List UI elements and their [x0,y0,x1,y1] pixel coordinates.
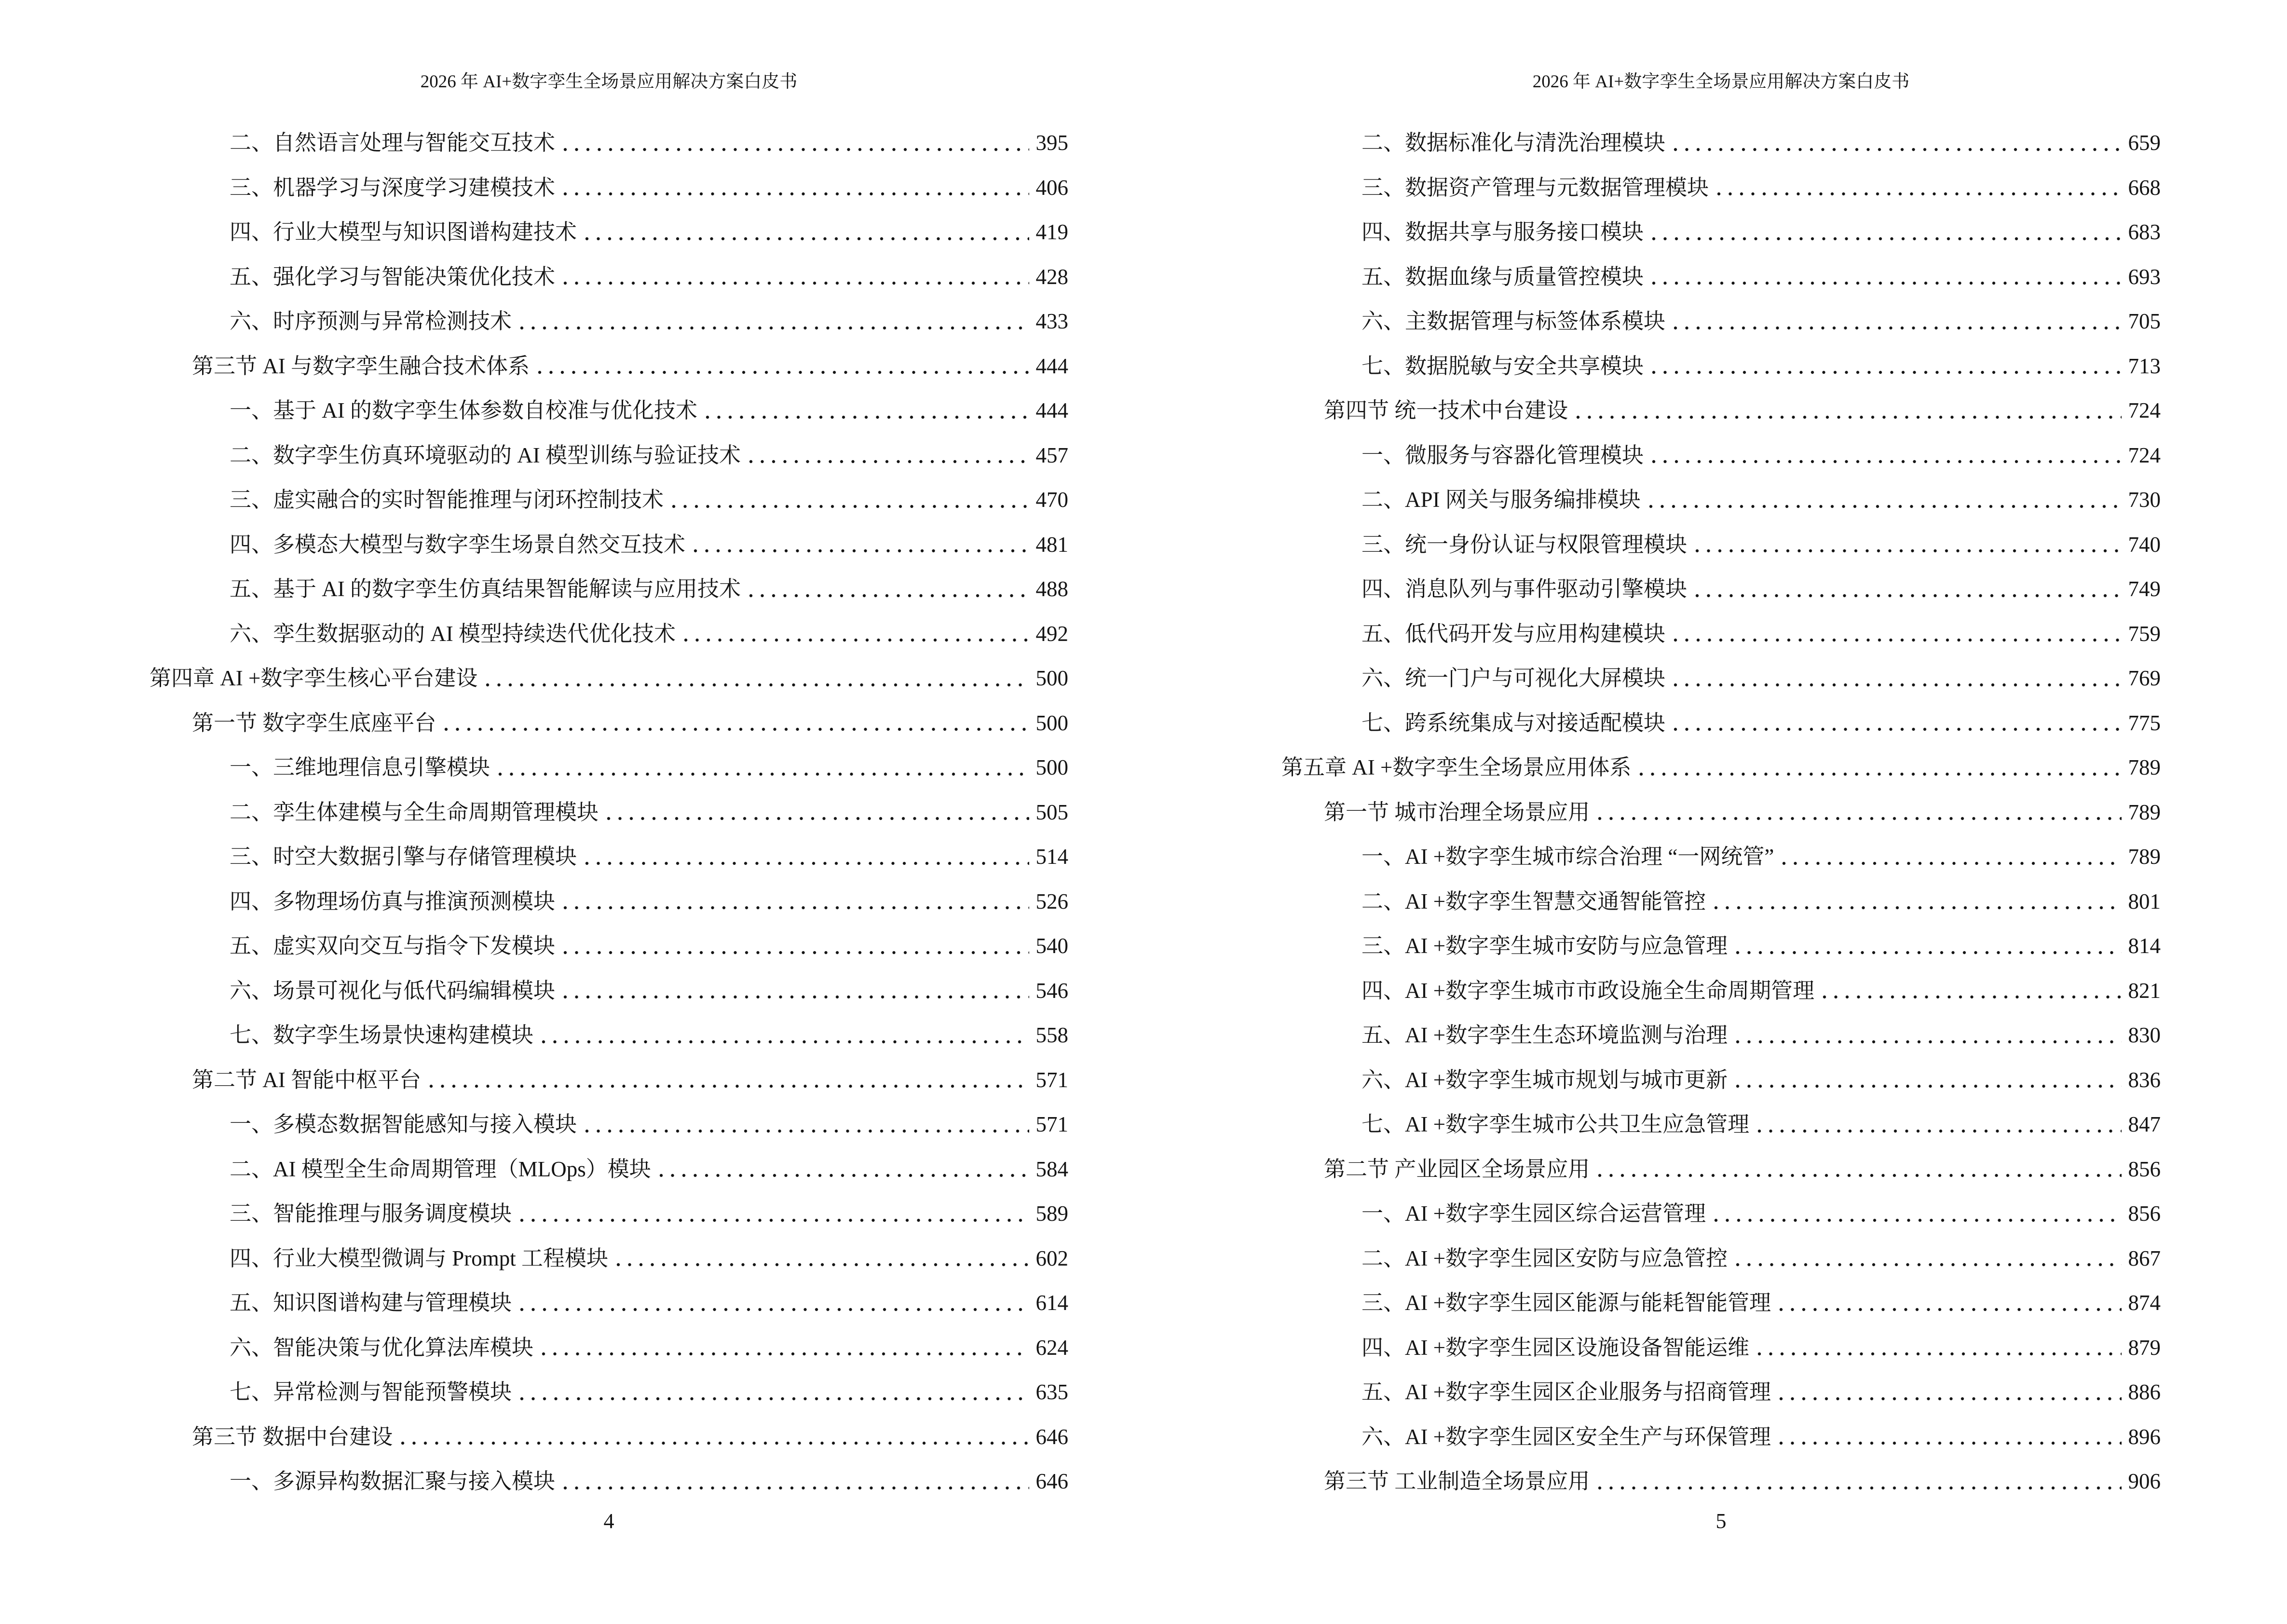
toc-entry [1281,1448,2161,1493]
toc-entry-page: 856 [2128,1201,2161,1226]
toc-entry-label: 二、自然语言处理与智能交互技术 [230,131,556,155]
dot-leader [1716,191,2121,196]
dot-leader [563,191,1029,196]
toc-entry-label: 五、AI +数字孪生园区企业服务与招商管理 [1361,1380,1771,1405]
toc-entry-label: 三、时空大数据引擎与存储管理模块 [230,845,577,869]
toc-entry-page: 646 [1035,1469,1068,1494]
toc-entry-page: 874 [2128,1291,2161,1315]
toc-entry-label: 六、AI +数字孪生园区安全生产与环保管理 [1361,1424,1771,1449]
toc-entry-label: 二、AI +数字孪生智慧交通智能管控 [1361,889,1706,914]
dot-leader [1673,326,2121,330]
toc-entry-page: 830 [2128,1023,2161,1048]
toc-entry-page: 614 [1035,1291,1068,1315]
toc-entry-page: 896 [2128,1424,2161,1449]
toc-entry-page: 500 [1035,755,1068,780]
toc-entry-label: 三、统一身份认证与权限管理模块 [1361,532,1688,557]
toc-entry [1281,1359,2161,1404]
toc-entry [150,378,1068,423]
dot-leader [563,147,1029,152]
toc-entry-page: 789 [2128,800,2161,824]
running-header: 2026 年 AI+数字孪生全场景应用解决方案白皮书 [420,72,798,92]
dot-leader [485,682,1029,687]
dot-leader [705,415,1029,420]
toc-entry [1281,1226,2161,1270]
dot-leader [1779,1396,2121,1401]
toc-entry-page: 540 [1035,934,1068,958]
toc-entry-page: 470 [1035,488,1068,512]
dot-leader [1779,1307,2121,1312]
toc-entry [150,1136,1068,1181]
toc-entry [1281,1404,2161,1449]
toc-entry [1281,333,2161,378]
toc-entry-label: 七、异常检测与智能预警模块 [230,1380,512,1405]
toc-entry-label: 五、虚实双向交互与指令下发模块 [230,934,556,958]
toc-entry-label: 七、数字孪生场景快速构建模块 [230,1023,534,1048]
toc-entry [1281,1136,2161,1181]
toc-entry-label: 三、数据资产管理与元数据管理模块 [1361,175,1709,200]
dot-leader [1782,861,2121,866]
toc-entry [1281,155,2161,200]
toc-entry-page: 514 [1035,845,1068,869]
toc-entry-label: 一、多源异构数据汇聚与接入模块 [230,1469,556,1494]
toc-entry-page: 906 [2128,1469,2161,1494]
toc-entry-label: 四、多物理场仿真与推演预测模块 [230,889,556,914]
toc-entry-page: 740 [2128,532,2161,557]
toc-entry-page: 492 [1035,621,1068,646]
toc-entry [150,288,1068,333]
toc-entry-label: 四、行业大模型与知识图谱构建技术 [230,220,577,245]
dot-leader [563,1486,1029,1490]
toc-entry [1281,244,2161,289]
dot-leader [1673,147,2121,152]
toc-entry-page: 444 [1035,398,1068,423]
toc-entry [1281,1047,2161,1092]
toc-entry [150,1047,1068,1092]
toc-entry-page: 505 [1035,800,1068,824]
toc-entry [150,779,1068,824]
toc-entry-page: 444 [1035,354,1068,378]
toc-entry-label: 五、AI +数字孪生生态环境监测与治理 [1361,1023,1728,1048]
toc-entry-label: 第一节 数字孪生底座平台 [192,710,436,735]
toc-entry-page: 500 [1035,666,1068,691]
dot-leader [498,772,1029,777]
dot-leader [585,861,1029,866]
dot-leader [683,638,1029,642]
toc-entry [150,199,1068,244]
dot-leader [1651,459,2121,464]
toc-entry [1281,199,2161,244]
dot-leader [429,1084,1029,1089]
toc-entry [150,645,1068,690]
dot-leader [519,1307,1029,1312]
toc-entry-label: 一、AI +数字孪生园区综合运营管理 [1361,1201,1706,1226]
toc-entry-label: 六、场景可视化与低代码编辑模块 [230,978,556,1003]
toc-entry-label: 二、数据标准化与清洗治理模块 [1361,131,1666,155]
dot-leader [1735,950,2121,955]
toc-entry-label: 六、孪生数据驱动的 AI 模型持续迭代优化技术 [230,621,676,646]
dot-leader [563,995,1029,999]
toc-entry-page: 814 [2128,934,2161,958]
dot-leader [749,459,1029,464]
dot-leader [671,504,1029,509]
toc-entry-label: 一、AI +数字孪生城市综合治理 “一网统管” [1361,845,1774,869]
toc-entry [1281,1181,2161,1226]
toc-entry-page: 602 [1035,1246,1068,1270]
toc-entry [1281,1315,2161,1360]
toc-entry-label: 四、AI +数字孪生园区设施设备智能运维 [1361,1335,1750,1360]
dot-leader [1673,638,2121,642]
toc-entry [1281,779,2161,824]
toc-entry [1281,601,2161,646]
dot-leader [400,1441,1029,1446]
dot-leader [1651,236,2121,241]
toc-entry-label: 三、机器学习与深度学习建模技术 [230,175,556,200]
toc-entry-page: 886 [2128,1380,2161,1405]
toc-entry [1281,913,2161,958]
dot-leader [1822,995,2121,999]
toc-entry-page: 646 [1035,1424,1068,1449]
toc-entry-label: 二、数字孪生仿真环境驱动的 AI 模型训练与验证技术 [230,443,741,467]
toc-entry-label: 第五章 AI +数字孪生全场景应用体系 [1281,755,1632,780]
dot-leader [1757,1351,2121,1356]
dot-leader [606,816,1029,821]
toc-entry-page: 571 [1035,1067,1068,1092]
toc-entries [1281,110,2161,1493]
dot-leader [1735,1039,2121,1044]
dot-leader [585,236,1029,241]
toc-entry-label: 六、时序预测与异常检测技术 [230,309,512,334]
toc-entry [150,913,1068,958]
toc-entry-label: 一、多模态数据智能感知与接入模块 [230,1112,577,1137]
toc-entry-page: 856 [2128,1157,2161,1181]
dot-leader [1576,415,2121,420]
toc-entry-label: 第三节 AI 与数字孪生融合技术体系 [192,354,530,378]
dot-leader [563,281,1029,286]
toc-entry [1281,512,2161,557]
toc-entry-label: 六、智能决策与优化算法库模块 [230,1335,534,1360]
dot-leader [444,727,1029,732]
toc-entry-label: 五、数据血缘与质量管控模块 [1361,264,1644,289]
toc-entry-label: 四、行业大模型微调与 Prompt 工程模块 [230,1246,609,1270]
toc-entry [1281,735,2161,779]
toc-entry-page: 730 [2128,488,2161,512]
toc-page-right [1144,0,2287,1624]
toc-entry-label: 五、基于 AI 的数字孪生仿真结果智能解读与应用技术 [230,577,741,601]
toc-entry [1281,288,2161,333]
dot-leader [1695,593,2121,598]
dot-leader [563,950,1029,955]
toc-entry-label: 五、知识图谱构建与管理模块 [230,1291,512,1315]
toc-entry-label: 七、数据脱敏与安全共享模块 [1361,354,1644,378]
toc-entry-label: 六、AI +数字孪生城市规划与城市更新 [1361,1067,1728,1092]
toc-entry-page: 395 [1035,131,1068,155]
toc-entry-label: 四、AI +数字孪生城市市政设施全生命周期管理 [1361,978,1815,1003]
toc-entry [1281,690,2161,735]
dot-leader [1673,682,2121,687]
toc-entry-page: 759 [2128,621,2161,646]
page-footer [150,1509,1068,1533]
dot-leader [541,1039,1029,1044]
toc-entry-label: 三、虚实融合的实时智能推理与闭环控制技术 [230,488,664,512]
dot-leader [1714,1218,2121,1223]
dot-leader [519,326,1029,330]
toc-entries [150,110,1068,1493]
toc-entry-label: 第三节 数据中台建设 [192,1424,393,1449]
toc-entry-label: 三、智能推理与服务调度模块 [230,1201,512,1226]
toc-entry-label: 四、消息队列与事件驱动引擎模块 [1361,577,1688,601]
toc-entry-page: 879 [2128,1335,2161,1360]
toc-entry [150,110,1068,155]
toc-entry [150,690,1068,735]
toc-entry [150,155,1068,200]
toc-entry-label: 四、数据共享与服务接口模块 [1361,220,1644,245]
toc-entry-label: 第二节 产业园区全场景应用 [1324,1157,1590,1181]
page-content [1281,0,2161,1624]
dot-leader [1735,1262,2121,1267]
toc-entry [150,467,1068,512]
dot-leader [563,905,1029,910]
toc-entry-label: 二、孪生体建模与全生命周期管理模块 [230,800,599,824]
dot-leader [1735,1084,2121,1089]
toc-entry-page: 867 [2128,1246,2161,1270]
toc-entry-label: 二、API 网关与服务编排模块 [1361,488,1641,512]
toc-entry-label: 第四章 AI +数字孪生核心平台建设 [150,666,478,691]
toc-entry-page: 801 [2128,889,2161,914]
toc-entry-page: 789 [2128,845,2161,869]
toc-entry-page: 635 [1035,1380,1068,1405]
toc-entry-page: 481 [1035,532,1068,557]
toc-entry-page: 488 [1035,577,1068,601]
toc-entry-label: 三、AI +数字孪生城市安防与应急管理 [1361,934,1728,958]
toc-entry-label: 第四节 统一技术中台建设 [1324,398,1568,423]
dot-leader [1648,504,2122,509]
dot-leader [1651,281,2121,286]
toc-entry-label: 七、AI +数字孪生城市公共卫生应急管理 [1361,1112,1750,1137]
toc-entry [150,1002,1068,1047]
toc-entry [1281,1270,2161,1315]
dot-leader [659,1173,1029,1178]
toc-entry-page: 789 [2128,755,2161,780]
dot-leader [616,1262,1029,1267]
toc-entry [150,333,1068,378]
toc-entry [1281,824,2161,869]
toc-entry-page: 724 [2128,398,2161,423]
toc-entry-page: 457 [1035,443,1068,467]
toc-entry-page: 668 [2128,175,2161,200]
toc-entry-page: 428 [1035,264,1068,289]
toc-entry [1281,110,2161,155]
toc-entry [150,1315,1068,1360]
toc-entry-page: 419 [1035,220,1068,245]
toc-entry-label: 第三节 工业制造全场景应用 [1324,1469,1590,1494]
toc-entry-label: 第二节 AI 智能中枢平台 [192,1067,421,1092]
toc-entry [150,1181,1068,1226]
toc-entry-page: 847 [2128,1112,2161,1137]
toc-entry-label: 四、多模态大模型与数字孪生场景自然交互技术 [230,532,686,557]
toc-entry-label: 七、跨系统集成与对接适配模块 [1361,710,1666,735]
toc-entry [1281,958,2161,1003]
toc-entry-label: 第一节 城市治理全场景应用 [1324,800,1590,824]
toc-entry-label: 一、微服务与容器化管理模块 [1361,443,1644,467]
toc-entry-label: 五、低代码开发与应用构建模块 [1361,621,1666,646]
toc-entry-label: 一、基于 AI 的数字孪生体参数自校准与优化技术 [230,398,697,423]
toc-entry-label: 五、强化学习与智能决策优化技术 [230,264,556,289]
toc-entry-page: 693 [2128,264,2161,289]
toc-entry-page: 713 [2128,354,2161,378]
toc-entry-page: 589 [1035,1201,1068,1226]
dot-leader [537,370,1029,375]
toc-entry [150,556,1068,601]
page-number: 4 [603,1509,614,1533]
toc-entry-page: 749 [2128,577,2161,601]
dot-leader [1597,1486,2121,1490]
dot-leader [749,593,1029,598]
toc-entry-page: 724 [2128,443,2161,467]
dot-leader [1597,1173,2121,1178]
toc-entry-label: 六、统一门户与可视化大屏模块 [1361,666,1666,691]
toc-entry [150,1270,1068,1315]
toc-entry-label: 一、三维地理信息引擎模块 [230,755,490,780]
toc-entry [1281,645,2161,690]
toc-entry [150,869,1068,914]
toc-entry [150,824,1068,869]
toc-entry [150,601,1068,646]
dot-leader [1651,370,2121,375]
dot-leader [1757,1129,2121,1133]
toc-entry-page: 571 [1035,1112,1068,1137]
toc-entry-page: 705 [2128,309,2161,334]
toc-entry-page: 624 [1035,1335,1068,1360]
toc-entry [1281,556,2161,601]
toc-entry [150,244,1068,289]
dot-leader [1779,1441,2121,1446]
page-content [150,0,1068,1624]
toc-entry-page: 683 [2128,220,2161,245]
toc-entry [150,1092,1068,1136]
toc-entry-label: 三、AI +数字孪生园区能源与能耗智能管理 [1361,1291,1771,1315]
dot-leader [1695,548,2121,553]
toc-entry [150,423,1068,467]
toc-entry-page: 584 [1035,1157,1068,1181]
dot-leader [1714,905,2121,910]
toc-entry [150,735,1068,779]
toc-entry-label: 二、AI +数字孪生园区安防与应急管控 [1361,1246,1728,1270]
dot-leader [519,1396,1029,1401]
dot-leader [1597,816,2121,821]
toc-entry [1281,378,2161,423]
toc-entry-page: 558 [1035,1023,1068,1048]
toc-entry [150,1359,1068,1404]
toc-entry-page: 659 [2128,131,2161,155]
toc-entry [150,1404,1068,1449]
dot-leader [585,1129,1029,1133]
toc-entry [1281,467,2161,512]
toc-entry-label: 六、主数据管理与标签体系模块 [1361,309,1666,334]
toc-entry [1281,869,2161,914]
toc-entry-page: 821 [2128,978,2161,1003]
toc-entry [150,1448,1068,1493]
toc-entry [1281,423,2161,467]
toc-entry [1281,1092,2161,1136]
dot-leader [693,548,1029,553]
dot-leader [1639,772,2121,777]
page-number: 5 [1715,1509,1727,1533]
dot-leader [1673,727,2121,732]
toc-entry [150,512,1068,557]
toc-entry-page: 526 [1035,889,1068,914]
toc-entry [1281,1002,2161,1047]
toc-entry [150,958,1068,1003]
toc-entry-label: 二、AI 模型全生命周期管理（MLOps）模块 [230,1157,651,1181]
toc-entry-page: 406 [1035,175,1068,200]
toc-entry-page: 546 [1035,978,1068,1003]
dot-leader [541,1351,1029,1356]
toc-entry-page: 775 [2128,710,2161,735]
toc-entry-page: 500 [1035,710,1068,735]
dot-leader [519,1218,1029,1223]
running-header: 2026 年 AI+数字孪生全场景应用解决方案白皮书 [1532,72,1910,92]
page-footer [1281,1509,2161,1533]
toc-entry-page: 433 [1035,309,1068,334]
toc-entry-page: 836 [2128,1067,2161,1092]
toc-entry-page: 769 [2128,666,2161,691]
toc-entry [150,1226,1068,1270]
